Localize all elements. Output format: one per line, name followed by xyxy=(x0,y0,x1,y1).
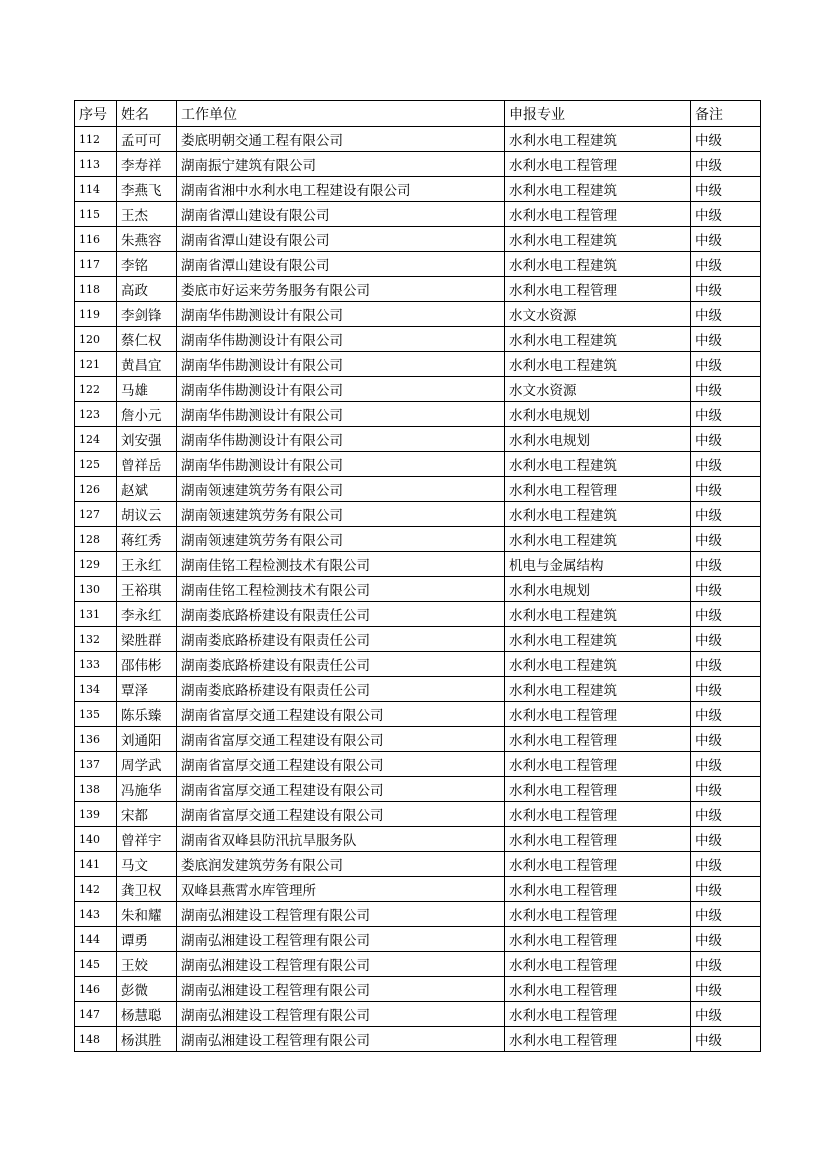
cell-name: 李永红 xyxy=(117,602,177,627)
cell-index: 144 xyxy=(75,927,117,952)
cell-index: 118 xyxy=(75,277,117,302)
cell-employer: 湖南华伟勘测设计有限公司 xyxy=(177,352,505,377)
cell-employer: 湖南弘湘建设工程管理有限公司 xyxy=(177,927,505,952)
table-row xyxy=(75,652,761,677)
cell-remarks: 中级 xyxy=(691,377,761,402)
cell-name: 马文 xyxy=(117,852,177,877)
cell-index: 129 xyxy=(75,552,117,577)
table-row xyxy=(75,252,761,277)
cell-remarks: 中级 xyxy=(691,702,761,727)
cell-specialty: 水利水电工程建筑 xyxy=(505,227,691,252)
cell-index: 119 xyxy=(75,302,117,327)
table-row xyxy=(75,277,761,302)
cell-remarks: 中级 xyxy=(691,677,761,702)
cell-specialty: 水利水电工程建筑 xyxy=(505,352,691,377)
cell-employer: 湖南省双峰县防汛抗旱服务队 xyxy=(177,827,505,852)
cell-specialty: 水文水资源 xyxy=(505,377,691,402)
cell-remarks: 中级 xyxy=(691,652,761,677)
cell-index: 138 xyxy=(75,777,117,802)
cell-name: 覃泽 xyxy=(117,677,177,702)
cell-index: 113 xyxy=(75,152,117,177)
cell-remarks: 中级 xyxy=(691,602,761,627)
cell-remarks: 中级 xyxy=(691,227,761,252)
cell-specialty: 水利水电工程建筑 xyxy=(505,177,691,202)
cell-employer: 湖南弘湘建设工程管理有限公司 xyxy=(177,902,505,927)
table-row xyxy=(75,577,761,602)
table-row xyxy=(75,302,761,327)
header-cell-employer: 工作单位 xyxy=(177,101,505,127)
cell-name: 李燕飞 xyxy=(117,177,177,202)
table-row xyxy=(75,852,761,877)
cell-index: 116 xyxy=(75,227,117,252)
cell-specialty: 水利水电工程建筑 xyxy=(505,127,691,152)
table-row xyxy=(75,177,761,202)
table-row xyxy=(75,602,761,627)
header-cell-remarks: 备注 xyxy=(691,101,761,127)
cell-index: 131 xyxy=(75,602,117,627)
cell-name: 曾祥岳 xyxy=(117,452,177,477)
cell-name: 杨慧聪 xyxy=(117,1002,177,1027)
cell-remarks: 中级 xyxy=(691,852,761,877)
cell-specialty: 水文水资源 xyxy=(505,302,691,327)
cell-remarks: 中级 xyxy=(691,577,761,602)
table-row xyxy=(75,127,761,152)
table-row xyxy=(75,377,761,402)
header-cell-specialty: 申报专业 xyxy=(505,101,691,127)
table-row xyxy=(75,202,761,227)
cell-name: 李寿祥 xyxy=(117,152,177,177)
cell-specialty: 水利水电规划 xyxy=(505,402,691,427)
cell-employer: 湖南省富厚交通工程建设有限公司 xyxy=(177,702,505,727)
cell-specialty: 水利水电工程管理 xyxy=(505,852,691,877)
cell-index: 130 xyxy=(75,577,117,602)
cell-name: 王杰 xyxy=(117,202,177,227)
table-row xyxy=(75,477,761,502)
cell-index: 139 xyxy=(75,802,117,827)
table-row xyxy=(75,877,761,902)
cell-employer: 娄底明朝交通工程有限公司 xyxy=(177,127,505,152)
cell-employer: 湖南华伟勘测设计有限公司 xyxy=(177,302,505,327)
cell-employer: 湖南省潭山建设有限公司 xyxy=(177,202,505,227)
cell-index: 147 xyxy=(75,1002,117,1027)
cell-index: 123 xyxy=(75,402,117,427)
cell-remarks: 中级 xyxy=(691,952,761,977)
cell-index: 126 xyxy=(75,477,117,502)
table-row xyxy=(75,827,761,852)
cell-employer: 湖南省富厚交通工程建设有限公司 xyxy=(177,752,505,777)
cell-remarks: 中级 xyxy=(691,752,761,777)
cell-specialty: 水利水电工程管理 xyxy=(505,702,691,727)
cell-name: 梁胜群 xyxy=(117,627,177,652)
cell-employer: 湖南弘湘建设工程管理有限公司 xyxy=(177,977,505,1002)
cell-name: 王永红 xyxy=(117,552,177,577)
cell-name: 冯施华 xyxy=(117,777,177,802)
cell-specialty: 水利水电工程建筑 xyxy=(505,602,691,627)
cell-name: 詹小元 xyxy=(117,402,177,427)
cell-index: 114 xyxy=(75,177,117,202)
cell-remarks: 中级 xyxy=(691,727,761,752)
cell-remarks: 中级 xyxy=(691,527,761,552)
cell-index: 145 xyxy=(75,952,117,977)
cell-index: 122 xyxy=(75,377,117,402)
cell-employer: 湖南省潭山建设有限公司 xyxy=(177,252,505,277)
table-row xyxy=(75,727,761,752)
header-cell-index: 序号 xyxy=(75,101,117,127)
cell-name: 蔡仁权 xyxy=(117,327,177,352)
cell-remarks: 中级 xyxy=(691,202,761,227)
cell-index: 142 xyxy=(75,877,117,902)
cell-name: 高政 xyxy=(117,277,177,302)
cell-name: 杨淇胜 xyxy=(117,1027,177,1052)
cell-specialty: 水利水电工程管理 xyxy=(505,902,691,927)
cell-name: 李铭 xyxy=(117,252,177,277)
cell-specialty: 水利水电工程建筑 xyxy=(505,452,691,477)
cell-index: 128 xyxy=(75,527,117,552)
cell-index: 125 xyxy=(75,452,117,477)
cell-specialty: 水利水电工程管理 xyxy=(505,202,691,227)
cell-remarks: 中级 xyxy=(691,877,761,902)
cell-remarks: 中级 xyxy=(691,502,761,527)
cell-index: 143 xyxy=(75,902,117,927)
cell-specialty: 水利水电工程管理 xyxy=(505,877,691,902)
cell-employer: 湖南领速建筑劳务有限公司 xyxy=(177,477,505,502)
cell-remarks: 中级 xyxy=(691,277,761,302)
cell-employer: 双峰县燕霄水库管理所 xyxy=(177,877,505,902)
cell-name: 刘通阳 xyxy=(117,727,177,752)
cell-specialty: 水利水电工程建筑 xyxy=(505,527,691,552)
table-row xyxy=(75,1027,761,1052)
cell-remarks: 中级 xyxy=(691,302,761,327)
cell-remarks: 中级 xyxy=(691,427,761,452)
cell-remarks: 中级 xyxy=(691,927,761,952)
cell-employer: 湖南领速建筑劳务有限公司 xyxy=(177,502,505,527)
cell-name: 朱和耀 xyxy=(117,902,177,927)
table-row xyxy=(75,902,761,927)
cell-index: 136 xyxy=(75,727,117,752)
cell-index: 127 xyxy=(75,502,117,527)
cell-index: 112 xyxy=(75,127,117,152)
table-row xyxy=(75,227,761,252)
table-row xyxy=(75,552,761,577)
cell-remarks: 中级 xyxy=(691,1027,761,1052)
cell-remarks: 中级 xyxy=(691,777,761,802)
cell-employer: 湖南华伟勘测设计有限公司 xyxy=(177,327,505,352)
cell-index: 117 xyxy=(75,252,117,277)
cell-remarks: 中级 xyxy=(691,827,761,852)
cell-name: 胡议云 xyxy=(117,502,177,527)
cell-specialty: 水利水电工程建筑 xyxy=(505,677,691,702)
cell-specialty: 水利水电工程管理 xyxy=(505,952,691,977)
cell-index: 115 xyxy=(75,202,117,227)
cell-name: 周学武 xyxy=(117,752,177,777)
cell-index: 140 xyxy=(75,827,117,852)
cell-specialty: 机电与金属结构 xyxy=(505,552,691,577)
cell-name: 黄昌宜 xyxy=(117,352,177,377)
cell-name: 孟可可 xyxy=(117,127,177,152)
table-row xyxy=(75,802,761,827)
cell-specialty: 水利水电规划 xyxy=(505,577,691,602)
cell-employer: 湖南娄底路桥建设有限责任公司 xyxy=(177,602,505,627)
cell-remarks: 中级 xyxy=(691,252,761,277)
cell-remarks: 中级 xyxy=(691,452,761,477)
cell-employer: 湖南华伟勘测设计有限公司 xyxy=(177,402,505,427)
cell-name: 王姣 xyxy=(117,952,177,977)
table-row xyxy=(75,952,761,977)
table-row xyxy=(75,452,761,477)
cell-employer: 湖南领速建筑劳务有限公司 xyxy=(177,527,505,552)
cell-name: 赵斌 xyxy=(117,477,177,502)
cell-index: 141 xyxy=(75,852,117,877)
cell-index: 121 xyxy=(75,352,117,377)
cell-employer: 湖南华伟勘测设计有限公司 xyxy=(177,377,505,402)
cell-employer: 湖南省富厚交通工程建设有限公司 xyxy=(177,777,505,802)
cell-remarks: 中级 xyxy=(691,1002,761,1027)
cell-employer: 湖南娄底路桥建设有限责任公司 xyxy=(177,652,505,677)
cell-name: 李剑锋 xyxy=(117,302,177,327)
cell-remarks: 中级 xyxy=(691,802,761,827)
cell-specialty: 水利水电工程建筑 xyxy=(505,627,691,652)
cell-name: 蒋红秀 xyxy=(117,527,177,552)
cell-employer: 湖南佳铭工程检测技术有限公司 xyxy=(177,577,505,602)
table-row xyxy=(75,427,761,452)
header-cell-name: 姓名 xyxy=(117,101,177,127)
cell-employer: 娄底润发建筑劳务有限公司 xyxy=(177,852,505,877)
cell-index: 134 xyxy=(75,677,117,702)
cell-specialty: 水利水电工程管理 xyxy=(505,1027,691,1052)
cell-name: 陈乐臻 xyxy=(117,702,177,727)
cell-remarks: 中级 xyxy=(691,402,761,427)
cell-employer: 湖南弘湘建设工程管理有限公司 xyxy=(177,1002,505,1027)
cell-remarks: 中级 xyxy=(691,977,761,1002)
cell-remarks: 中级 xyxy=(691,902,761,927)
table-row xyxy=(75,777,761,802)
cell-remarks: 中级 xyxy=(691,327,761,352)
cell-remarks: 中级 xyxy=(691,152,761,177)
cell-index: 133 xyxy=(75,652,117,677)
cell-name: 宋都 xyxy=(117,802,177,827)
cell-employer: 湖南弘湘建设工程管理有限公司 xyxy=(177,1027,505,1052)
table-row xyxy=(75,627,761,652)
cell-specialty: 水利水电工程管理 xyxy=(505,752,691,777)
cell-specialty: 水利水电工程管理 xyxy=(505,802,691,827)
table-row xyxy=(75,927,761,952)
cell-employer: 湖南华伟勘测设计有限公司 xyxy=(177,452,505,477)
table-row xyxy=(75,502,761,527)
table-row xyxy=(75,327,761,352)
cell-index: 124 xyxy=(75,427,117,452)
cell-name: 王裕琪 xyxy=(117,577,177,602)
table-row xyxy=(75,977,761,1002)
cell-employer: 娄底市好运来劳务服务有限公司 xyxy=(177,277,505,302)
cell-specialty: 水利水电工程管理 xyxy=(505,927,691,952)
cell-name: 谭勇 xyxy=(117,927,177,952)
cell-name: 彭微 xyxy=(117,977,177,1002)
cell-specialty: 水利水电规划 xyxy=(505,427,691,452)
header-row xyxy=(75,101,761,127)
table-row xyxy=(75,702,761,727)
cell-remarks: 中级 xyxy=(691,177,761,202)
cell-name: 邵伟彬 xyxy=(117,652,177,677)
cell-specialty: 水利水电工程管理 xyxy=(505,152,691,177)
cell-specialty: 水利水电工程建筑 xyxy=(505,327,691,352)
table-row xyxy=(75,677,761,702)
cell-employer: 湖南弘湘建设工程管理有限公司 xyxy=(177,952,505,977)
cell-employer: 湖南省湘中水利水电工程建设有限公司 xyxy=(177,177,505,202)
table-row xyxy=(75,402,761,427)
table-row xyxy=(75,527,761,552)
cell-name: 马雄 xyxy=(117,377,177,402)
cell-index: 148 xyxy=(75,1027,117,1052)
cell-employer: 湖南娄底路桥建设有限责任公司 xyxy=(177,677,505,702)
table-row xyxy=(75,152,761,177)
cell-remarks: 中级 xyxy=(691,552,761,577)
cell-name: 龚卫权 xyxy=(117,877,177,902)
cell-specialty: 水利水电工程管理 xyxy=(505,977,691,1002)
table-row xyxy=(75,352,761,377)
cell-remarks: 中级 xyxy=(691,477,761,502)
cell-remarks: 中级 xyxy=(691,627,761,652)
cell-name: 刘安强 xyxy=(117,427,177,452)
cell-index: 137 xyxy=(75,752,117,777)
cell-employer: 湖南省富厚交通工程建设有限公司 xyxy=(177,802,505,827)
cell-specialty: 水利水电工程管理 xyxy=(505,777,691,802)
table-row xyxy=(75,1002,761,1027)
cell-specialty: 水利水电工程管理 xyxy=(505,477,691,502)
cell-specialty: 水利水电工程管理 xyxy=(505,277,691,302)
cell-remarks: 中级 xyxy=(691,352,761,377)
cell-specialty: 水利水电工程管理 xyxy=(505,727,691,752)
cell-employer: 湖南佳铭工程检测技术有限公司 xyxy=(177,552,505,577)
cell-employer: 湖南振宁建筑有限公司 xyxy=(177,152,505,177)
cell-employer: 湖南娄底路桥建设有限责任公司 xyxy=(177,627,505,652)
cell-specialty: 水利水电工程建筑 xyxy=(505,652,691,677)
cell-index: 146 xyxy=(75,977,117,1002)
cell-name: 朱燕容 xyxy=(117,227,177,252)
table-body xyxy=(75,127,761,1052)
cell-index: 120 xyxy=(75,327,117,352)
cell-specialty: 水利水电工程建筑 xyxy=(505,502,691,527)
cell-index: 135 xyxy=(75,702,117,727)
cell-employer: 湖南省富厚交通工程建设有限公司 xyxy=(177,727,505,752)
cell-index: 132 xyxy=(75,627,117,652)
cell-remarks: 中级 xyxy=(691,127,761,152)
roster-table xyxy=(74,100,761,1052)
cell-employer: 湖南省潭山建设有限公司 xyxy=(177,227,505,252)
cell-name: 曾祥宇 xyxy=(117,827,177,852)
cell-specialty: 水利水电工程建筑 xyxy=(505,252,691,277)
cell-employer: 湖南华伟勘测设计有限公司 xyxy=(177,427,505,452)
cell-specialty: 水利水电工程管理 xyxy=(505,1002,691,1027)
cell-specialty: 水利水电工程管理 xyxy=(505,827,691,852)
table-row xyxy=(75,752,761,777)
